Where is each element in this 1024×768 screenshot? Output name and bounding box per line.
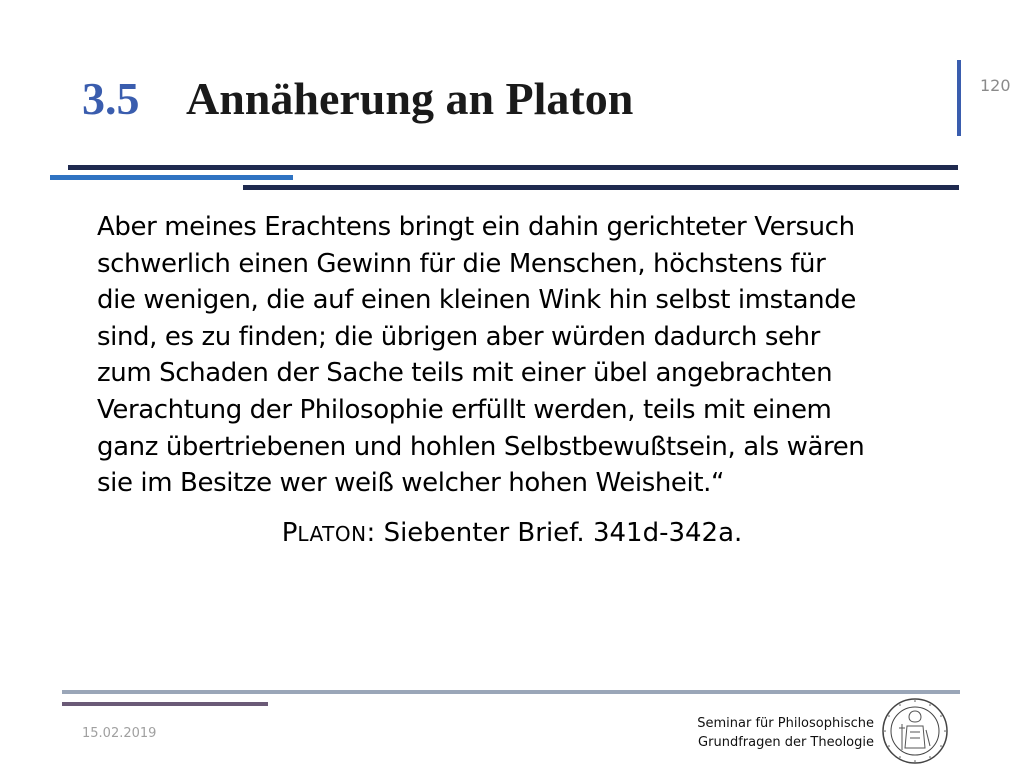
university-seal-icon bbox=[880, 696, 950, 766]
quote-line: ganz übertriebenen und hohlen Selbstbewußtsein, als wären bbox=[97, 431, 865, 462]
quote-line: die wenigen, die auf einen kleinen Wink hin selbst imstande bbox=[97, 285, 856, 316]
quote-line: Aber meines Erachtens bringt ein dahin gerichteter Versuch bbox=[97, 212, 855, 242]
footer-org-line-2: Grundfragen der Theologie bbox=[698, 735, 874, 750]
header-rule-accent bbox=[50, 175, 293, 180]
header-rule-top bbox=[68, 165, 958, 170]
citation-author-rest: LATON bbox=[297, 522, 367, 546]
citation-author-initial: P bbox=[281, 518, 298, 548]
citation bbox=[0, 518, 1024, 548]
quote-block bbox=[97, 209, 947, 502]
quote-line: zum Schaden der Sache teils mit einer übel angebrachten bbox=[97, 358, 833, 389]
footer-organization bbox=[697, 714, 874, 752]
section-number: 3.5 bbox=[82, 73, 140, 124]
footer-rule-accent bbox=[62, 702, 268, 706]
slide-title: Annäherung an Platon bbox=[186, 73, 634, 124]
page-number-divider bbox=[957, 60, 961, 136]
citation-source: : Siebenter Brief. 341d-342a. bbox=[366, 518, 743, 548]
footer-org-line-1: Seminar für Philosophische bbox=[697, 716, 874, 731]
footer-date: 15.02.2019 bbox=[82, 726, 157, 741]
header-rule-bottom bbox=[243, 185, 959, 190]
quote-line: Verachtung der Philosophie erfüllt werden, teils mit einem bbox=[97, 394, 832, 425]
quote-line: sie im Besitze wer weiß welcher hohen Weisheit.“ bbox=[97, 468, 725, 499]
footer-rule bbox=[62, 690, 960, 694]
quote-line: schwerlich einen Gewinn für die Menschen, höchstens für bbox=[97, 248, 826, 279]
page-number: 120 bbox=[980, 76, 1011, 95]
quote-line: sind, es zu finden; die übrigen aber würden dadurch sehr bbox=[97, 321, 820, 352]
